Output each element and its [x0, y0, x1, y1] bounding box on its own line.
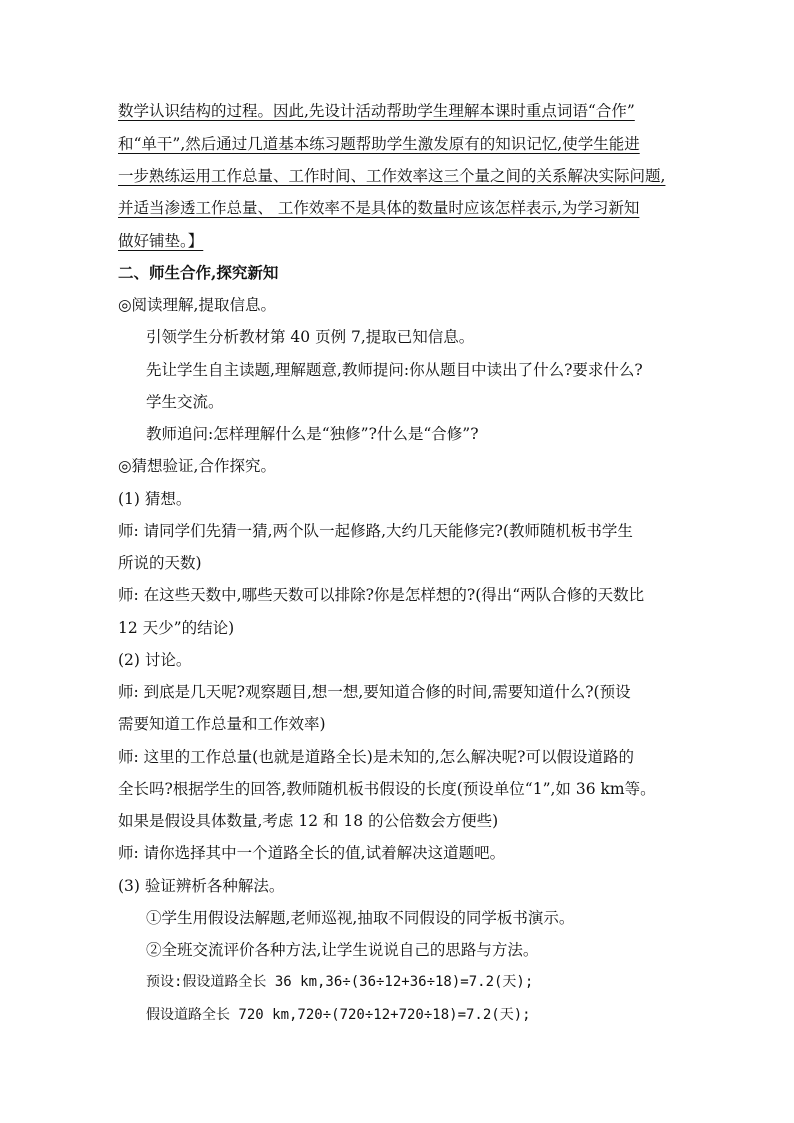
teacher-line: 需要知道工作总量和工作效率): [118, 715, 326, 733]
paragraph-line: ②全班交流评价各种方法,让学生说说自己的思路与方法。: [146, 941, 539, 959]
subsection-heading: ◎猜想验证,合作探究。: [118, 457, 276, 475]
paragraph-line: 教师追问:怎样理解什么是“独修”?什么是“合修”?: [146, 425, 479, 443]
teacher-line: 全长吗?根据学生的回答,教师随机板书假设的长度(预设单位“1”,如 36 km等。: [118, 780, 656, 798]
teacher-line: 12 天少”的结论): [118, 619, 235, 637]
teacher-line: 师: 请同学们先猜一猜,两个队一起修路,大约几天能修完?(教师随机板书学生: [118, 522, 633, 540]
formula-line: 预设:假设道路全长 36 km,36÷(36÷12+36÷18)=7.2(天);: [146, 974, 534, 990]
intro-line: 并适当渗透工作总量、 工作效率不是具体的数量时应该怎样表示,为学习新知: [118, 199, 640, 217]
paragraph-line: ①学生用假设法解题,老师巡视,抽取不同假设的同学板书演示。: [146, 909, 575, 927]
paragraph-line: 引领学生分析教材第 40 页例 7,提取已知信息。: [146, 328, 475, 346]
teacher-line: 师: 请你选择其中一个道路全长的值,试着解决这道题吧。: [118, 844, 506, 862]
teacher-line: 师: 这里的工作总量(也就是道路全长)是未知的,怎么解决呢?可以假设道路的: [118, 748, 634, 766]
step-heading: (3) 验证辨析各种解法。: [118, 877, 285, 895]
subsection-heading: ◎阅读理解,提取信息。: [118, 296, 276, 314]
paragraph-line: 先让学生自主读题,理解题意,教师提问:你从题目中读出了什么?要求什么?: [146, 361, 643, 379]
paragraph-line: 学生交流。: [146, 393, 224, 411]
teacher-line: 师: 到底是几天呢?观察题目,想一想,要知道合修的时间,需要知道什么?(预设: [118, 683, 631, 701]
step-heading: (2) 讨论。: [118, 651, 192, 669]
intro-line: 和“单干”,然后通过几道基本练习题帮助学生激发原有的知识记忆,使学生能进: [118, 135, 640, 153]
teacher-line: 所说的天数): [118, 554, 202, 572]
teacher-line: 师: 在这些天数中,哪些天数可以排除?你是怎样想的?(得出“两队合修的天数比: [118, 586, 645, 604]
step-heading: (1) 猜想。: [118, 490, 192, 508]
intro-line: 做好铺垫。】: [118, 232, 204, 250]
section-heading: 二、师生合作,探究新知: [118, 263, 279, 282]
intro-line: 数学认识结构的过程。因此,先设计活动帮助学生理解本课时重点词语“合作”: [118, 102, 635, 120]
formula-line: 假设道路全长 720 km,720÷(720÷12+720÷18)=7.2(天);: [146, 1007, 531, 1023]
teacher-line: 如果是假设具体数量,考虑 12 和 18 的公倍数会方便些): [118, 812, 499, 830]
intro-line: 一步熟练运用工作总量、工作时间、工作效率这三个量之间的关系解决实际问题,: [118, 167, 666, 185]
